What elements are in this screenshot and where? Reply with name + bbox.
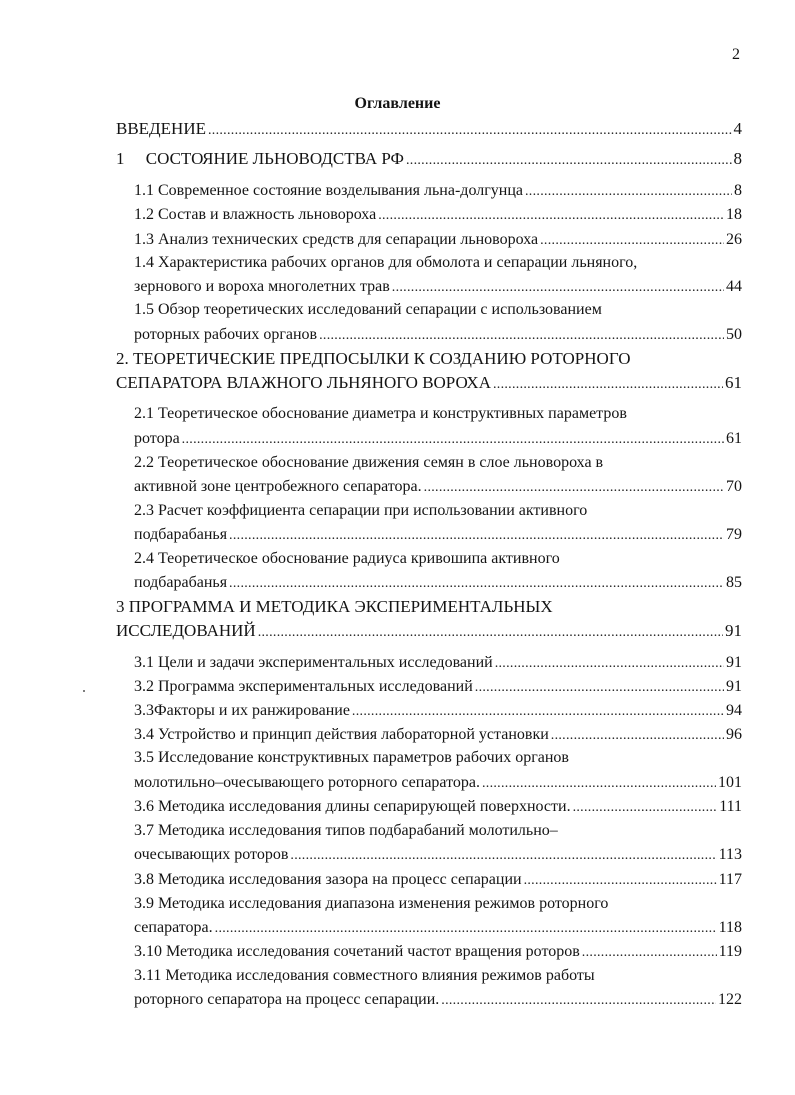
- entry-text: 3.1 Цели и задачи экспериментальных исследований: [134, 654, 493, 671]
- toc-entry-2-2[interactable]: [134, 476, 742, 498]
- entry-page: 50: [726, 326, 742, 343]
- toc-entry-3-8[interactable]: [134, 869, 742, 891]
- entry-text: очесывающих роторов: [134, 846, 289, 863]
- entry-text: ротора: [134, 430, 180, 447]
- dot-leader: [182, 428, 724, 451]
- entry-text: сепаратора.: [134, 919, 213, 936]
- page-number: 2: [732, 46, 740, 63]
- dot-leader: [493, 372, 723, 396]
- entry-text: ВВЕДЕНИЕ: [116, 119, 206, 138]
- entry-page: 91: [726, 678, 742, 695]
- toc-entry-2-2-line1[interactable]: 2.2 Теоретическое обоснование движения семян в слое льновороха в: [134, 454, 604, 471]
- toc-entry-2-1-line1[interactable]: 2.1 Теоретическое обоснование диаметра и конструктивных параметров: [134, 405, 627, 422]
- toc-entry-2-3[interactable]: [134, 524, 742, 546]
- dot-leader: [215, 917, 717, 940]
- dot-leader: [258, 620, 723, 644]
- entry-page: 91: [725, 621, 742, 640]
- toc-entry-3-3[interactable]: [134, 700, 742, 722]
- toc-entry-1-2[interactable]: [134, 204, 742, 226]
- entry-text: зернового и вороха многолетних трав: [134, 278, 390, 295]
- toc-entry-3-5[interactable]: [134, 772, 742, 794]
- entry-page: 8: [733, 149, 742, 168]
- toc-entry-3-11[interactable]: [134, 989, 742, 1011]
- entry-page: 91: [726, 654, 742, 671]
- entry-text: 1.2 Состав и влажность льновороха: [134, 206, 377, 223]
- entry-page: 113: [718, 846, 742, 863]
- dot-leader: [208, 118, 732, 142]
- toc-entry-chapter-2[interactable]: [116, 372, 742, 394]
- toc-entry-3-10[interactable]: [134, 941, 742, 963]
- dot-leader: [540, 229, 724, 252]
- dot-leader: [378, 204, 724, 227]
- dot-leader: [352, 700, 724, 723]
- entry-text: подбарабанья: [134, 526, 228, 543]
- entry-page: 96: [726, 726, 742, 743]
- entry-page: 4: [733, 119, 742, 138]
- entry-text: молотильно–очесывающего роторного сепаратора.: [134, 774, 480, 791]
- toc-entry-3-11-line1[interactable]: 3.11 Методика исследования совместного влияния режимов работы: [134, 967, 595, 984]
- entry-text: СЕПАРАТОРА ВЛАЖНОГО ЛЬНЯНОГО ВОРОХА: [116, 373, 491, 392]
- entry-page: 26: [726, 231, 742, 248]
- entry-text: 3.3Факторы и их ранжирование: [134, 702, 350, 719]
- toc-entry-chapter-3-line1[interactable]: 3 ПРОГРАММА И МЕТОДИКА ЭКСПЕРИМЕНТАЛЬНЫХ: [116, 597, 553, 616]
- toc-entry-3-7[interactable]: [134, 844, 742, 866]
- entry-page: 119: [718, 943, 742, 960]
- dot-leader: [524, 869, 717, 892]
- toc-entry-3-9[interactable]: [134, 917, 742, 939]
- entry-text: 3.2 Программа экспериментальных исследований: [134, 678, 473, 695]
- entry-page: 85: [726, 574, 742, 591]
- toc-entry-3-4[interactable]: [134, 724, 742, 746]
- entry-page: 122: [718, 991, 742, 1008]
- entry-page: 79: [726, 526, 742, 543]
- entry-page: 61: [726, 430, 742, 447]
- toc-entry-2-4[interactable]: [134, 572, 742, 594]
- entry-text: подбарабанья: [134, 574, 228, 591]
- entry-page: 94: [726, 702, 742, 719]
- toc-entry-1-3[interactable]: [134, 229, 742, 251]
- scan-speck: [83, 690, 85, 692]
- entry-text: 3.6 Методика исследования длины сепарирующей поверхности.: [134, 798, 571, 815]
- entry-page: 8: [734, 182, 742, 199]
- dot-leader: [229, 524, 724, 547]
- entry-text: 1.3 Анализ технических средств для сепарации льновороха: [134, 231, 539, 248]
- dot-leader: [319, 324, 724, 347]
- toc-entry-3-7-line1[interactable]: 3.7 Методика исследования типов подбарабаний молотильно–: [134, 822, 558, 839]
- toc-entry-1-4[interactable]: [134, 276, 742, 298]
- toc-entry-chapter-3[interactable]: [116, 620, 742, 642]
- toc-entry-3-9-line1[interactable]: 3.9 Методика исследования диапазона изменения режимов роторного: [134, 895, 609, 912]
- dot-leader: [441, 989, 716, 1012]
- toc-entry-1-1[interactable]: [134, 180, 742, 202]
- entry-page: 101: [718, 774, 742, 791]
- toc-entry-2-1[interactable]: [134, 428, 742, 450]
- toc-entry-chapter-1[interactable]: [116, 148, 742, 170]
- entry-page: 111: [719, 798, 742, 815]
- dot-leader: [573, 796, 718, 819]
- toc-entry-introduction[interactable]: [116, 118, 742, 140]
- toc-entry-2-4-line1[interactable]: 2.4 Теоретическое обоснование радиуса кривошипа активного: [134, 550, 560, 567]
- entry-text: 1 СОСТОЯНИЕ ЛЬНОВОДСТВА РФ: [116, 149, 404, 168]
- toc-entry-3-6[interactable]: [134, 796, 742, 818]
- entry-page: 118: [718, 919, 742, 936]
- toc-entry-3-5-line1[interactable]: 3.5 Исследование конструктивных параметров рабочих органов: [134, 749, 569, 766]
- entry-text: роторного сепаратора на процесс сепарации.: [134, 991, 440, 1008]
- toc-entry-1-4-line1[interactable]: 1.4 Характеристика рабочих органов для обмолота и сепарации льняного,: [134, 254, 638, 271]
- dot-leader: [424, 476, 724, 499]
- dot-leader: [551, 724, 724, 747]
- toc-entry-1-5-line1[interactable]: 1.5 Обзор теоретических исследований сепарации с использованием: [134, 301, 602, 318]
- entry-page: 70: [726, 478, 742, 495]
- dot-leader: [475, 676, 724, 699]
- toc-entry-3-2[interactable]: [134, 676, 742, 698]
- entry-text: активной зоне центробежного сепаратора.: [134, 478, 422, 495]
- dot-leader: [229, 572, 724, 595]
- dot-leader: [525, 180, 732, 203]
- dot-leader: [406, 148, 732, 172]
- toc-entry-chapter-2-line1[interactable]: 2. ТЕОРЕТИЧЕСКИЕ ПРЕДПОСЫЛКИ К СОЗДАНИЮ РОТОРНОГО: [116, 349, 631, 368]
- dot-leader: [482, 772, 716, 795]
- entry-page: 18: [726, 206, 742, 223]
- entry-text: ИССЛЕДОВАНИЙ: [116, 621, 256, 640]
- dot-leader: [495, 652, 724, 675]
- dot-leader: [582, 941, 717, 964]
- entry-page: 61: [725, 373, 742, 392]
- entry-text: роторных рабочих органов: [134, 326, 318, 343]
- entry-text: 3.4 Устройство и принцип действия лабораторной установки: [134, 726, 549, 743]
- entry-page: 117: [718, 871, 742, 888]
- entry-text: 1.1 Современное состояние возделывания льна-долгунца: [134, 182, 523, 199]
- toc-entry-2-3-line1[interactable]: 2.3 Расчет коэффициента сепарации при использовании активного: [134, 502, 588, 519]
- toc-entry-3-1[interactable]: [134, 652, 742, 674]
- entry-page: 44: [726, 278, 742, 295]
- entry-text: 3.8 Методика исследования зазора на процесс сепарации: [134, 871, 522, 888]
- toc-entry-1-5[interactable]: [134, 324, 742, 346]
- entry-text: 3.10 Методика исследования сочетаний частот вращения роторов: [134, 943, 580, 960]
- dot-leader: [290, 844, 716, 867]
- toc-title: Оглавление: [354, 95, 441, 112]
- dot-leader: [392, 276, 724, 299]
